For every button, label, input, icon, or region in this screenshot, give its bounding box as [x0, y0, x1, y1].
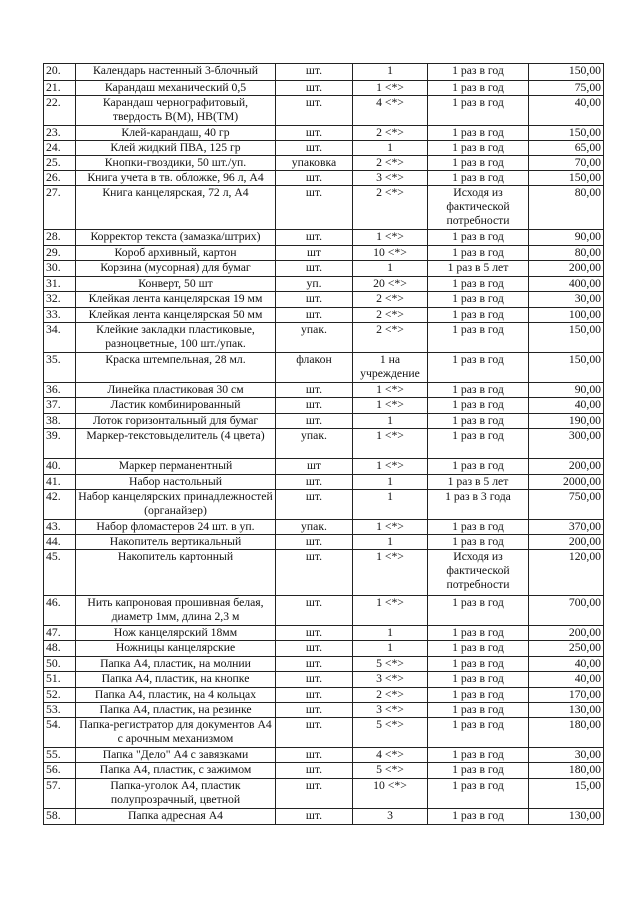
- row-number-cell: 46.: [44, 596, 76, 626]
- price-cell: 370,00: [529, 520, 604, 535]
- frequency-cell: 1 раз в год: [428, 383, 529, 398]
- price-cell: 40,00: [529, 657, 604, 672]
- row-number-cell: 50.: [44, 657, 76, 672]
- row-number-cell: 51.: [44, 672, 76, 688]
- frequency-cell: 1 раз в год: [428, 398, 529, 414]
- unit-cell: шт: [276, 246, 353, 261]
- row-number-cell: 45.: [44, 550, 76, 596]
- price-cell: 300,00: [529, 429, 604, 459]
- price-cell: 150,00: [529, 64, 604, 81]
- table-row: [44, 535, 604, 550]
- table-row: [44, 323, 604, 353]
- price-cell: 130,00: [529, 809, 604, 825]
- quantity-cell: 1 <*>: [353, 459, 428, 475]
- item-name-cell: Кнопки-гвоздики, 50 шт./уп.: [76, 156, 276, 171]
- item-name-cell: Накопитель картонный: [76, 550, 276, 596]
- price-cell: 70,00: [529, 156, 604, 171]
- frequency-cell: 1 раз в год: [428, 703, 529, 718]
- unit-cell: шт.: [276, 292, 353, 308]
- frequency-cell: 1 раз в год: [428, 429, 529, 459]
- quantity-cell: 3 <*>: [353, 672, 428, 688]
- quantity-cell: 1: [353, 261, 428, 277]
- table-row: [44, 550, 604, 596]
- unit-cell: шт: [276, 459, 353, 475]
- item-name-cell: Папка А4, пластик, на молнии: [76, 657, 276, 672]
- row-number-cell: 42.: [44, 490, 76, 520]
- quantity-cell: 10 <*>: [353, 779, 428, 809]
- row-number-cell: 20.: [44, 64, 76, 81]
- quantity-cell: 2 <*>: [353, 186, 428, 230]
- quantity-cell: 4 <*>: [353, 96, 428, 126]
- frequency-cell: 1 раз в год: [428, 763, 529, 779]
- item-name-cell: Клей-карандаш, 40 гр: [76, 126, 276, 141]
- frequency-cell: 1 раз в год: [428, 246, 529, 261]
- quantity-cell: 1: [353, 141, 428, 156]
- item-name-cell: Календарь настенный 3-блочный: [76, 64, 276, 81]
- frequency-cell: 1 раз в год: [428, 688, 529, 703]
- table-row: [44, 475, 604, 490]
- row-number-cell: 39.: [44, 429, 76, 459]
- quantity-cell: 1 <*>: [353, 230, 428, 246]
- row-number-cell: 54.: [44, 718, 76, 748]
- item-name-cell: Карандаш механический 0,5: [76, 81, 276, 96]
- frequency-cell: 1 раз в год: [428, 292, 529, 308]
- price-cell: 750,00: [529, 490, 604, 520]
- quantity-cell: 1 <*>: [353, 383, 428, 398]
- row-number-cell: 30.: [44, 261, 76, 277]
- row-number-cell: 24.: [44, 141, 76, 156]
- unit-cell: шт.: [276, 672, 353, 688]
- frequency-cell: 1 раз в 5 лет: [428, 261, 529, 277]
- price-cell: 100,00: [529, 308, 604, 323]
- table-row: [44, 81, 604, 96]
- row-number-cell: 32.: [44, 292, 76, 308]
- row-number-cell: 44.: [44, 535, 76, 550]
- table-row: [44, 398, 604, 414]
- table-row: [44, 763, 604, 779]
- frequency-cell: 1 раз в год: [428, 626, 529, 641]
- row-number-cell: 56.: [44, 763, 76, 779]
- unit-cell: шт.: [276, 490, 353, 520]
- unit-cell: шт.: [276, 261, 353, 277]
- item-name-cell: Корректор текста (замазка/штрих): [76, 230, 276, 246]
- row-number-cell: 22.: [44, 96, 76, 126]
- row-number-cell: 29.: [44, 246, 76, 261]
- unit-cell: флакон: [276, 353, 353, 383]
- item-name-cell: Папка "Дело" А4 с завязками: [76, 748, 276, 763]
- price-cell: 130,00: [529, 703, 604, 718]
- table-row: [44, 809, 604, 825]
- price-cell: 40,00: [529, 96, 604, 126]
- quantity-cell: 1: [353, 490, 428, 520]
- table-row: [44, 641, 604, 657]
- price-cell: 30,00: [529, 292, 604, 308]
- quantity-cell: 1 <*>: [353, 520, 428, 535]
- unit-cell: шт.: [276, 657, 353, 672]
- frequency-cell: 1 раз в год: [428, 64, 529, 81]
- price-cell: 700,00: [529, 596, 604, 626]
- item-name-cell: Нить капроновая прошивная белая, диаметр 1мм, длина 2,3 м: [76, 596, 276, 626]
- item-name-cell: Карандаш чернографитовый, твердость В(М), НВ(ТМ): [76, 96, 276, 126]
- frequency-cell: Исходя из фактической потребности: [428, 550, 529, 596]
- table-row: [44, 126, 604, 141]
- table-body: [44, 64, 604, 825]
- table-row: [44, 657, 604, 672]
- row-number-cell: 37.: [44, 398, 76, 414]
- frequency-cell: 1 раз в год: [428, 718, 529, 748]
- table-row: [44, 520, 604, 535]
- table-row: [44, 308, 604, 323]
- table-row: [44, 414, 604, 429]
- row-number-cell: 41.: [44, 475, 76, 490]
- unit-cell: шт.: [276, 230, 353, 246]
- price-cell: 200,00: [529, 626, 604, 641]
- item-name-cell: Клейкие закладки пластиковые, разноцветные, 100 шт./упак.: [76, 323, 276, 353]
- table-row: [44, 672, 604, 688]
- quantity-cell: 3 <*>: [353, 703, 428, 718]
- price-cell: 150,00: [529, 353, 604, 383]
- table-row: [44, 96, 604, 126]
- frequency-cell: 1 раз в год: [428, 156, 529, 171]
- quantity-cell: 1 <*>: [353, 429, 428, 459]
- item-name-cell: Клейкая лента канцелярская 19 мм: [76, 292, 276, 308]
- frequency-cell: 1 раз в год: [428, 353, 529, 383]
- frequency-cell: 1 раз в год: [428, 520, 529, 535]
- frequency-cell: 1 раз в год: [428, 414, 529, 429]
- item-name-cell: Краска штемпельная, 28 мл.: [76, 353, 276, 383]
- price-cell: 80,00: [529, 246, 604, 261]
- item-name-cell: Ластик комбинированный: [76, 398, 276, 414]
- table-row: [44, 230, 604, 246]
- frequency-cell: 1 раз в год: [428, 596, 529, 626]
- unit-cell: шт.: [276, 141, 353, 156]
- unit-cell: шт.: [276, 748, 353, 763]
- item-name-cell: Книга канцелярская, 72 л, А4: [76, 186, 276, 230]
- item-name-cell: Накопитель вертикальный: [76, 535, 276, 550]
- table-row: [44, 383, 604, 398]
- price-cell: 90,00: [529, 230, 604, 246]
- frequency-cell: 1 раз в год: [428, 277, 529, 292]
- row-number-cell: 23.: [44, 126, 76, 141]
- frequency-cell: 1 раз в год: [428, 81, 529, 96]
- table-row: [44, 292, 604, 308]
- price-cell: 200,00: [529, 459, 604, 475]
- frequency-cell: Исходя из фактической потребности: [428, 186, 529, 230]
- unit-cell: упак.: [276, 429, 353, 459]
- quantity-cell: 10 <*>: [353, 246, 428, 261]
- quantity-cell: 2 <*>: [353, 323, 428, 353]
- table-row: [44, 718, 604, 748]
- price-cell: 90,00: [529, 383, 604, 398]
- table-row: [44, 459, 604, 475]
- unit-cell: шт.: [276, 809, 353, 825]
- table-row: [44, 779, 604, 809]
- unit-cell: шт.: [276, 550, 353, 596]
- quantity-cell: 1 <*>: [353, 596, 428, 626]
- table-row: [44, 748, 604, 763]
- price-cell: 170,00: [529, 688, 604, 703]
- row-number-cell: 27.: [44, 186, 76, 230]
- table-row: [44, 596, 604, 626]
- quantity-cell: 1: [353, 641, 428, 657]
- frequency-cell: 1 раз в год: [428, 96, 529, 126]
- item-name-cell: Ножницы канцелярские: [76, 641, 276, 657]
- row-number-cell: 34.: [44, 323, 76, 353]
- frequency-cell: 1 раз в год: [428, 748, 529, 763]
- row-number-cell: 58.: [44, 809, 76, 825]
- item-name-cell: Папка А4, пластик, на 4 кольцах: [76, 688, 276, 703]
- price-cell: 400,00: [529, 277, 604, 292]
- frequency-cell: 1 раз в год: [428, 779, 529, 809]
- quantity-cell: 3: [353, 809, 428, 825]
- quantity-cell: 4 <*>: [353, 748, 428, 763]
- item-name-cell: Короб архивный, картон: [76, 246, 276, 261]
- row-number-cell: 43.: [44, 520, 76, 535]
- item-name-cell: Набор фломастеров 24 шт. в уп.: [76, 520, 276, 535]
- unit-cell: шт.: [276, 186, 353, 230]
- item-name-cell: Папка А4, пластик, на кнопке: [76, 672, 276, 688]
- frequency-cell: 1 раз в 5 лет: [428, 475, 529, 490]
- unit-cell: шт.: [276, 81, 353, 96]
- unit-cell: шт.: [276, 535, 353, 550]
- quantity-cell: 3 <*>: [353, 171, 428, 186]
- quantity-cell: 1: [353, 414, 428, 429]
- row-number-cell: 25.: [44, 156, 76, 171]
- quantity-cell: 1 <*>: [353, 81, 428, 96]
- unit-cell: шт.: [276, 688, 353, 703]
- table-row: [44, 261, 604, 277]
- price-cell: 250,00: [529, 641, 604, 657]
- quantity-cell: 2 <*>: [353, 688, 428, 703]
- frequency-cell: 1 раз в год: [428, 809, 529, 825]
- price-cell: 180,00: [529, 763, 604, 779]
- row-number-cell: 36.: [44, 383, 76, 398]
- price-cell: 150,00: [529, 323, 604, 353]
- unit-cell: шт.: [276, 703, 353, 718]
- row-number-cell: 35.: [44, 353, 76, 383]
- row-number-cell: 21.: [44, 81, 76, 96]
- quantity-cell: 1: [353, 535, 428, 550]
- unit-cell: упак.: [276, 520, 353, 535]
- frequency-cell: 1 раз в год: [428, 641, 529, 657]
- quantity-cell: 2 <*>: [353, 126, 428, 141]
- quantity-cell: 2 <*>: [353, 308, 428, 323]
- price-cell: 15,00: [529, 779, 604, 809]
- item-name-cell: Папка-регистратор для документов А4 с арочным механизмом: [76, 718, 276, 748]
- item-name-cell: Папка А4, пластик, на резинке: [76, 703, 276, 718]
- quantity-cell: 5 <*>: [353, 763, 428, 779]
- unit-cell: уп.: [276, 277, 353, 292]
- row-number-cell: 53.: [44, 703, 76, 718]
- table-row: [44, 277, 604, 292]
- frequency-cell: 1 раз в год: [428, 672, 529, 688]
- quantity-cell: 20 <*>: [353, 277, 428, 292]
- item-name-cell: Корзина (мусорная) для бумаг: [76, 261, 276, 277]
- price-cell: 2000,00: [529, 475, 604, 490]
- table-row: [44, 703, 604, 718]
- row-number-cell: 48.: [44, 641, 76, 657]
- unit-cell: шт.: [276, 641, 353, 657]
- item-name-cell: Папка А4, пластик, с зажимом: [76, 763, 276, 779]
- unit-cell: упаковка: [276, 156, 353, 171]
- row-number-cell: 47.: [44, 626, 76, 641]
- quantity-cell: 5 <*>: [353, 657, 428, 672]
- quantity-cell: 2 <*>: [353, 292, 428, 308]
- supply-norms-table: [43, 63, 604, 825]
- price-cell: 40,00: [529, 398, 604, 414]
- row-number-cell: 33.: [44, 308, 76, 323]
- frequency-cell: 1 раз в год: [428, 657, 529, 672]
- item-name-cell: Маркер-текстовыделитель (4 цвета): [76, 429, 276, 459]
- unit-cell: упак.: [276, 323, 353, 353]
- price-cell: 80,00: [529, 186, 604, 230]
- item-name-cell: Набор настольный: [76, 475, 276, 490]
- table-row: [44, 141, 604, 156]
- item-name-cell: Линейка пластиковая 30 см: [76, 383, 276, 398]
- item-name-cell: Конверт, 50 шт: [76, 277, 276, 292]
- item-name-cell: Клейкая лента канцелярская 50 мм: [76, 308, 276, 323]
- unit-cell: шт.: [276, 414, 353, 429]
- unit-cell: шт.: [276, 718, 353, 748]
- price-cell: 200,00: [529, 535, 604, 550]
- quantity-cell: 1 <*>: [353, 550, 428, 596]
- table-row: [44, 626, 604, 641]
- item-name-cell: Набор канцелярских принадлежностей (органайзер): [76, 490, 276, 520]
- price-cell: 120,00: [529, 550, 604, 596]
- unit-cell: шт.: [276, 596, 353, 626]
- unit-cell: шт.: [276, 763, 353, 779]
- row-number-cell: 31.: [44, 277, 76, 292]
- quantity-cell: 1: [353, 64, 428, 81]
- frequency-cell: 1 раз в год: [428, 230, 529, 246]
- row-number-cell: 55.: [44, 748, 76, 763]
- frequency-cell: 1 раз в год: [428, 308, 529, 323]
- table-row: [44, 688, 604, 703]
- quantity-cell: 1 на учреждение: [353, 353, 428, 383]
- unit-cell: шт.: [276, 626, 353, 641]
- frequency-cell: 1 раз в год: [428, 126, 529, 141]
- table-row: [44, 156, 604, 171]
- price-cell: 75,00: [529, 81, 604, 96]
- quantity-cell: 1 <*>: [353, 398, 428, 414]
- price-cell: 180,00: [529, 718, 604, 748]
- unit-cell: шт.: [276, 779, 353, 809]
- frequency-cell: 1 раз в 3 года: [428, 490, 529, 520]
- item-name-cell: Книга учета в тв. обложке, 96 л, А4: [76, 171, 276, 186]
- unit-cell: шт.: [276, 308, 353, 323]
- unit-cell: шт.: [276, 171, 353, 186]
- unit-cell: шт.: [276, 126, 353, 141]
- table-row: [44, 171, 604, 186]
- item-name-cell: Лоток горизонтальный для бумаг: [76, 414, 276, 429]
- row-number-cell: 52.: [44, 688, 76, 703]
- table-row: [44, 353, 604, 383]
- row-number-cell: 28.: [44, 230, 76, 246]
- unit-cell: шт.: [276, 475, 353, 490]
- frequency-cell: 1 раз в год: [428, 323, 529, 353]
- unit-cell: шт.: [276, 96, 353, 126]
- row-number-cell: 38.: [44, 414, 76, 429]
- frequency-cell: 1 раз в год: [428, 141, 529, 156]
- price-cell: 150,00: [529, 126, 604, 141]
- price-cell: 65,00: [529, 141, 604, 156]
- quantity-cell: 5 <*>: [353, 718, 428, 748]
- price-cell: 190,00: [529, 414, 604, 429]
- item-name-cell: Нож канцелярский 18мм: [76, 626, 276, 641]
- unit-cell: шт.: [276, 383, 353, 398]
- item-name-cell: Папка адресная А4: [76, 809, 276, 825]
- row-number-cell: 26.: [44, 171, 76, 186]
- frequency-cell: 1 раз в год: [428, 459, 529, 475]
- quantity-cell: 2 <*>: [353, 156, 428, 171]
- price-cell: 30,00: [529, 748, 604, 763]
- item-name-cell: Папка-уголок А4, пластик полупрозрачный, цветной: [76, 779, 276, 809]
- frequency-cell: 1 раз в год: [428, 535, 529, 550]
- price-cell: 200,00: [529, 261, 604, 277]
- table-row: [44, 429, 604, 459]
- table-row: [44, 246, 604, 261]
- unit-cell: шт.: [276, 64, 353, 81]
- table-row: [44, 186, 604, 230]
- frequency-cell: 1 раз в год: [428, 171, 529, 186]
- quantity-cell: 1: [353, 626, 428, 641]
- table-row: [44, 64, 604, 81]
- row-number-cell: 57.: [44, 779, 76, 809]
- item-name-cell: Клей жидкий ПВА, 125 гр: [76, 141, 276, 156]
- table-row: [44, 490, 604, 520]
- price-cell: 150,00: [529, 171, 604, 186]
- row-number-cell: 40.: [44, 459, 76, 475]
- unit-cell: шт.: [276, 398, 353, 414]
- price-cell: 40,00: [529, 672, 604, 688]
- quantity-cell: 1: [353, 475, 428, 490]
- item-name-cell: Маркер перманентный: [76, 459, 276, 475]
